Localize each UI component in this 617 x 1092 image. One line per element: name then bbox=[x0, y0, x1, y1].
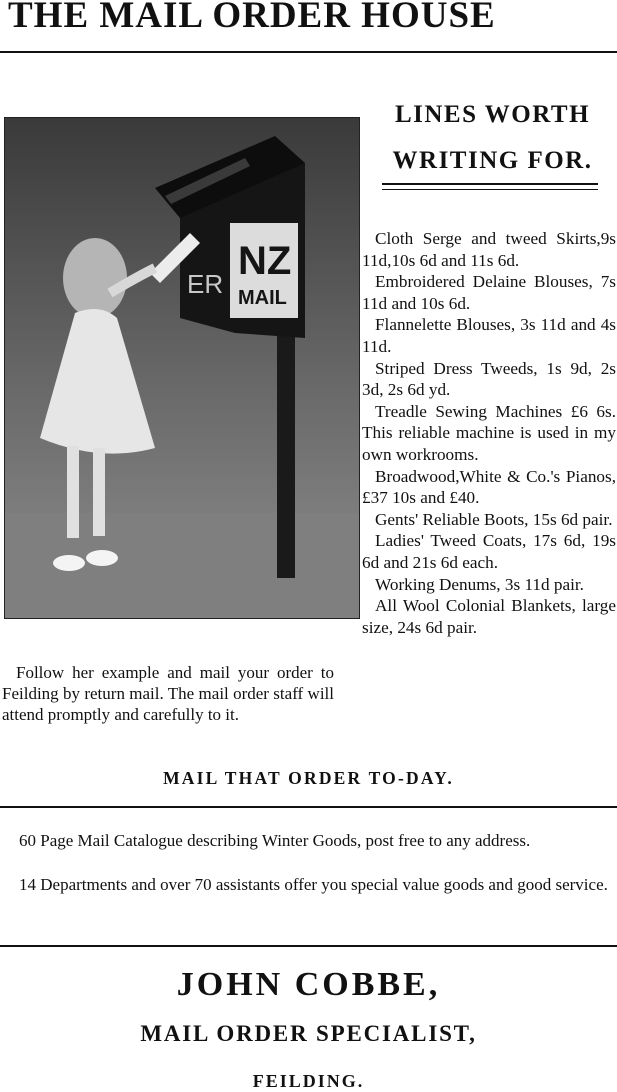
call-to-action: MAIL THAT ORDER TO-DAY. bbox=[163, 768, 454, 788]
follow-example-text: Follow her example and mail your order to Feilding by return mail. The mail order staff will attend promptly and carefully to it. bbox=[2, 663, 334, 724]
catalogue-text: 60 Page Mail Catalogue describing Winter Goods, post free to any address. bbox=[19, 831, 531, 850]
list-item: Broadwood,White & Co.'s Pianos, £37 10s and £40. bbox=[362, 466, 616, 508]
list-item: Striped Dress Tweeds, 1s 9d, 2s 3d, 2s 6d yd. bbox=[362, 358, 616, 400]
town-name: FEILDING. bbox=[252, 1071, 365, 1091]
list-item: Flannelette Blouses, 3s 11d and 4s 11d. bbox=[362, 315, 616, 356]
lines-heading bbox=[370, 92, 615, 184]
list-item: Cloth Serge and tweed Skirts,9s 11d,10s 6d and 11s 6d. bbox=[362, 229, 616, 270]
list-item: All Wool Colonial Blankets, large size, 24s 6d pair. bbox=[362, 596, 616, 637]
postbox-text-er: ER bbox=[187, 269, 224, 299]
departments-text: 14 Departments and over 70 assistants offer you special value goods and good service. bbox=[19, 875, 608, 894]
cta-rule bbox=[0, 806, 617, 808]
girl-posting-letter-illustration bbox=[4, 117, 360, 619]
postbox-text-nz: NZ bbox=[238, 239, 292, 283]
lines-heading-line2: WRITING FOR. bbox=[392, 147, 593, 174]
goods-list bbox=[362, 228, 616, 638]
proprietor-name: JOHN COBBE, bbox=[176, 966, 441, 1003]
lines-rule-top bbox=[382, 183, 598, 185]
lines-rule-bottom bbox=[382, 189, 598, 190]
footer-rule bbox=[0, 945, 617, 947]
list-item: Embroidered Delaine Blouses, 7s 11d and 10s 6d. bbox=[362, 272, 616, 313]
list-item: Ladies' Tweed Coats, 17s 6d, 19s 6d and 21s 6d each. bbox=[362, 531, 616, 572]
lines-heading-line1: LINES WORTH bbox=[394, 101, 591, 128]
advert-heading: THE MAIL ORDER HOUSE bbox=[8, 0, 496, 36]
proprietor-title: MAIL ORDER SPECIALIST, bbox=[140, 1021, 477, 1046]
list-item: Working Denums, 3s 11d pair. bbox=[375, 574, 584, 594]
header-rule bbox=[0, 51, 617, 53]
list-item: Gents' Reliable Boots, 15s 6d pair. bbox=[375, 509, 613, 529]
postbox-text-mail: MAIL bbox=[238, 287, 287, 309]
list-item: Treadle Sewing Machines £6 6s. This reliable machine is used in my own workrooms. bbox=[362, 401, 616, 464]
